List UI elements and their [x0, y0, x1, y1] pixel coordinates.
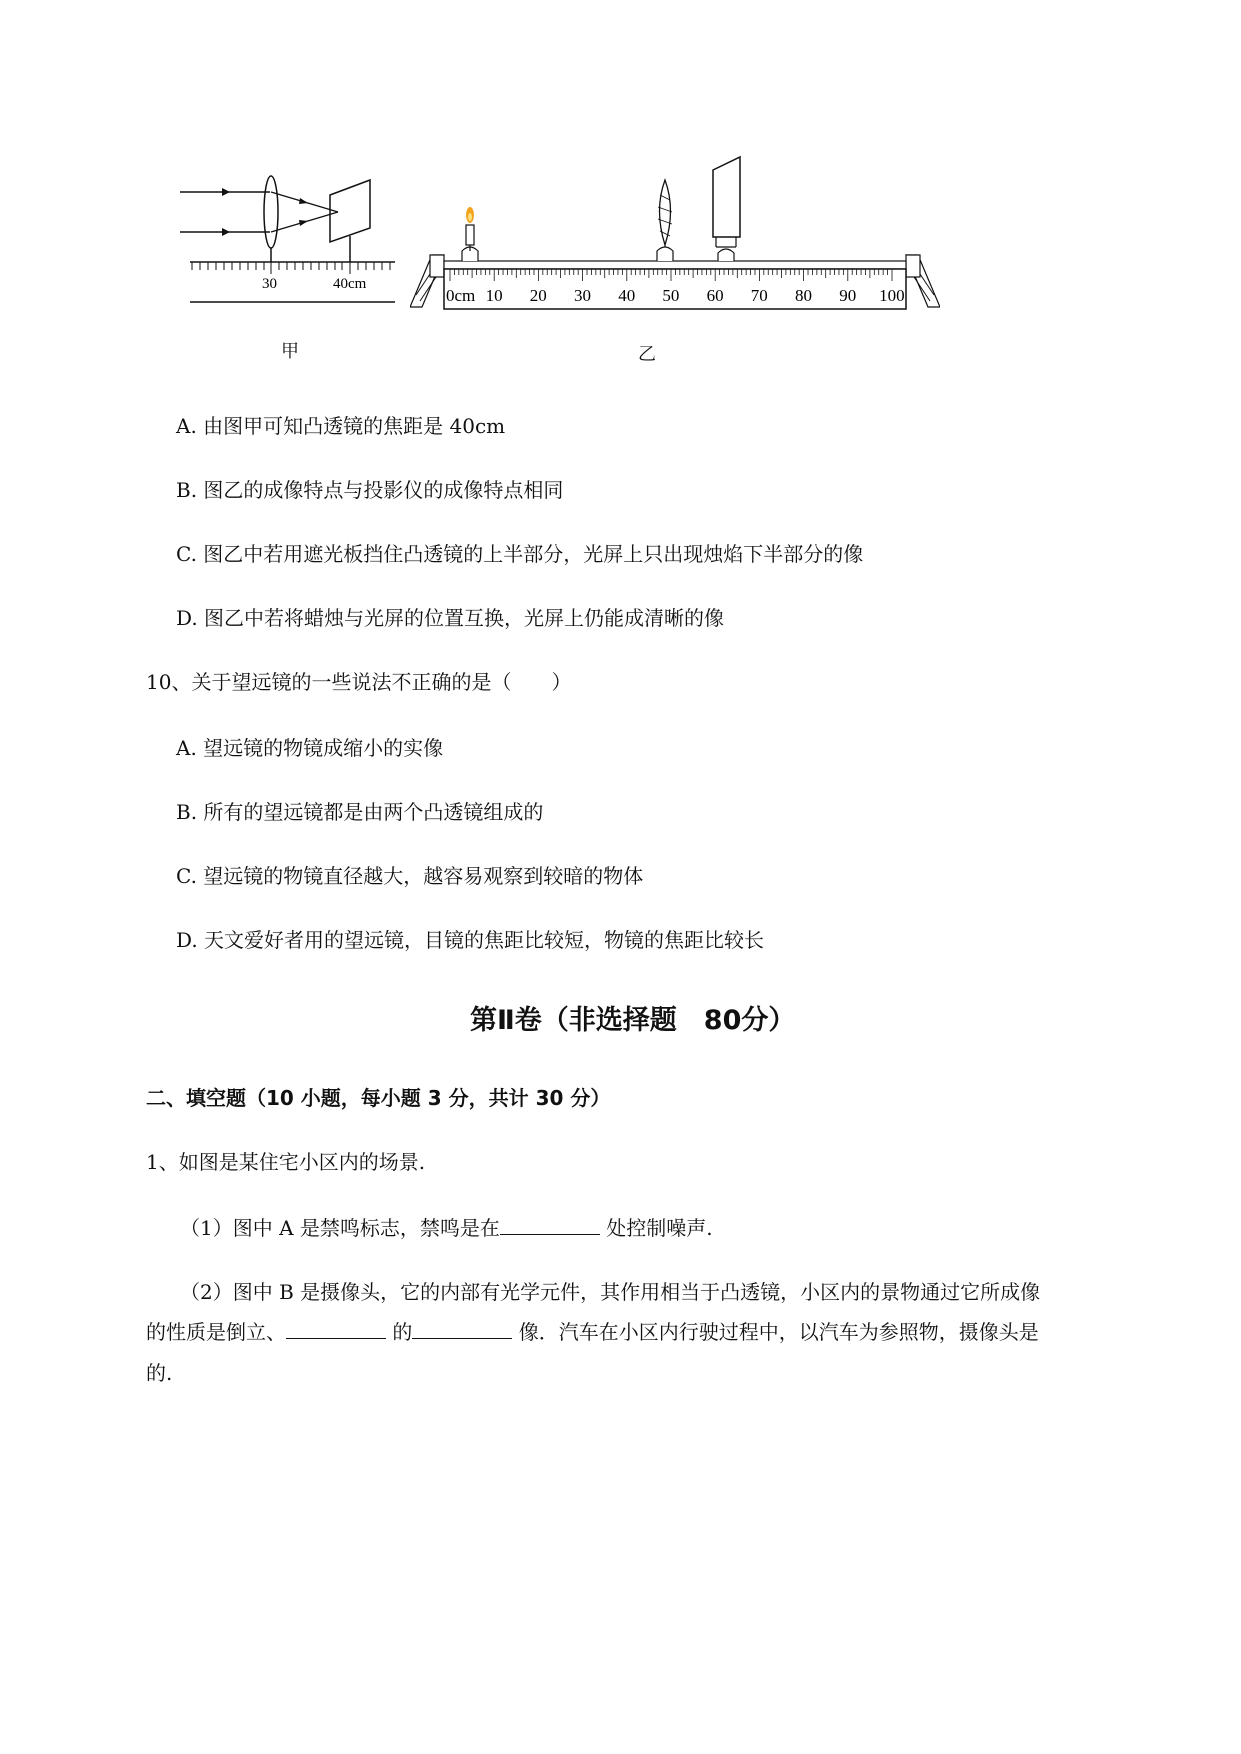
- q10-option-c: C. 望远镜的物镜直径越大，越容易观察到较暗的物体: [176, 864, 644, 888]
- fill-q1-sub1-post: 处控制噪声.: [599, 1216, 713, 1240]
- yi-tick-label: 100: [879, 286, 905, 305]
- answer-blank-3[interactable]: [412, 1318, 512, 1339]
- q9-option-a: A. 由图甲可知凸透镜的焦距是 40cm: [176, 414, 506, 438]
- fill-q1-sub2-b: 的: [386, 1320, 413, 1344]
- fill-q1-sub2-line2: [146, 1316, 1039, 1345]
- fill-q1-sub2-line1: （2）图中 B 是摄像头，它的内部有光学元件，其作用相当于凸透镜，小区内的景物通过它所成像: [180, 1280, 1041, 1304]
- yi-tick-label: 40: [618, 286, 636, 305]
- answer-blank-2[interactable]: [286, 1318, 386, 1339]
- figure-yi: [410, 155, 940, 315]
- figure-jia: [170, 150, 410, 310]
- yi-tick-label: 60: [706, 286, 724, 305]
- jia-tick-40cm: 40cm: [333, 276, 367, 292]
- q10-stem: 10、关于望远镜的一些说法不正确的是（ ）: [146, 670, 572, 694]
- q9-option-b: B. 图乙的成像特点与投影仪的成像特点相同: [176, 478, 564, 502]
- fill-q1-sub1-pre: （1）图中 A 是禁鸣标志，禁鸣是在: [180, 1216, 500, 1240]
- fill-q1-stem: 1、如图是某住宅小区内的场景.: [146, 1150, 426, 1174]
- q9-option-c: C. 图乙中若用遮光板挡住凸透镜的上半部分，光屏上只出现烛焰下半部分的像: [176, 542, 864, 566]
- yi-tick-label: 50: [662, 286, 680, 305]
- yi-tick-label: 30: [574, 286, 591, 305]
- yi-tick-label: 10: [485, 286, 503, 305]
- fill-q1-sub2-line3: 的.: [146, 1361, 173, 1385]
- figure-yi-label: 乙: [638, 344, 656, 365]
- q10-option-d: D. 天文爱好者用的望远镜，目镜的焦距比较短，物镜的焦距比较长: [176, 928, 765, 952]
- section2-title: 第Ⅱ卷（非选择题 80分）: [470, 1005, 796, 1036]
- yi-tick-label: 70: [750, 286, 768, 305]
- yi-tick-label: 0cm: [446, 286, 476, 305]
- q9-option-d: D. 图乙中若将蜡烛与光屏的位置互换，光屏上仍能成清晰的像: [176, 606, 725, 630]
- q10-option-a: A. 望远镜的物镜成缩小的实像: [176, 736, 444, 760]
- figure-jia-label: 甲: [281, 341, 299, 362]
- yi-tick-label: 20: [529, 286, 547, 305]
- jia-tick-30: 30: [262, 276, 277, 292]
- fill-q1-sub2-a: 的性质是倒立、: [146, 1320, 286, 1344]
- fill-q1-sub2-c: 像．汽车在小区内行驶过程中，以汽车为参照物，摄像头是: [512, 1320, 1039, 1344]
- yi-tick-label: 90: [839, 286, 857, 305]
- q10-option-b: B. 所有的望远镜都是由两个凸透镜组成的: [176, 800, 544, 824]
- yi-tick-label: 80: [795, 286, 812, 305]
- part2-title: 二、填空题（10 小题，每小题 3 分，共计 30 分）: [146, 1086, 611, 1110]
- fill-q1-sub1: [180, 1212, 713, 1241]
- answer-blank-1[interactable]: [500, 1214, 600, 1235]
